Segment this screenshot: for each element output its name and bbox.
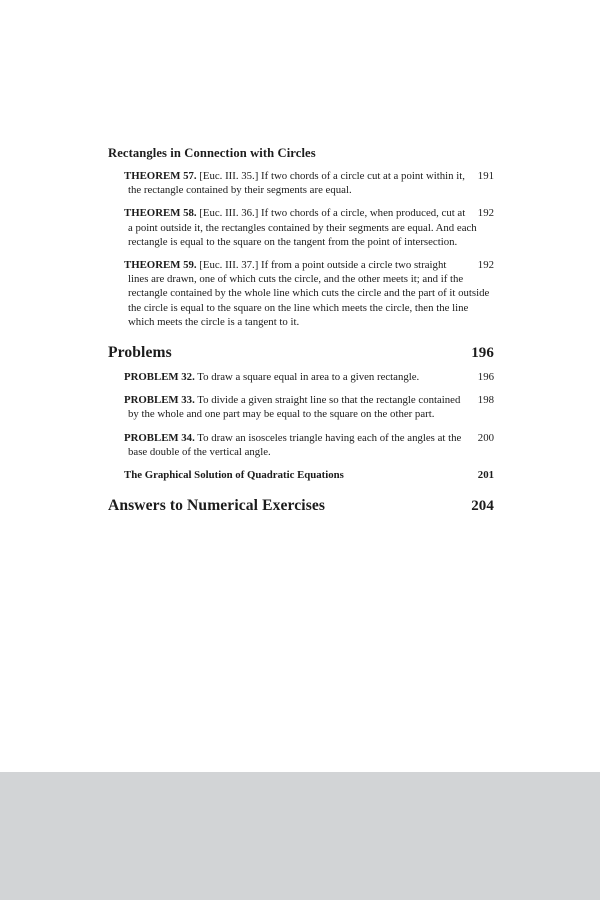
entry-text: To divide a given straight line so that the rectangle contained by the whole and one part may be equal to the square on the other part. — [128, 394, 461, 421]
entry-page-number: 198 — [477, 394, 494, 407]
section-page-number: 196 — [471, 345, 494, 362]
toc-entry[interactable] — [124, 370, 494, 384]
section-heading-problems — [108, 343, 494, 363]
entry-text: [Euc. III. 37.] If from a point outside a circle two straight lines are drawn, one of which cuts the circle, and the other meets it; and if the rectangle contained by the whole line which cuts the circle and the part of it outside the circle is equal to the square on the line which meets the circle, then the line which meets the circle is a tangent to it. — [128, 259, 490, 328]
toc-content — [108, 146, 494, 523]
entry-text: [Euc. III. 35.] If two chords of a circle cut at a point within it, the rectangle contained by their segments are equal. — [128, 170, 465, 197]
entry-label: PROBLEM 34. — [124, 431, 195, 444]
entry-text: The Graphical Solution of Quadratic Equations — [124, 469, 344, 482]
section-title: Rectangles in Connection with Circles — [108, 146, 316, 160]
section-page-number: 204 — [471, 498, 494, 515]
entry-label: THEOREM 57. — [124, 170, 197, 182]
entry-text: To draw a square equal in area to a given rectangle. — [194, 371, 420, 384]
entry-label: PROBLEM 32. — [124, 371, 195, 384]
toc-entry[interactable] — [124, 258, 494, 329]
entry-label: THEOREM 59. — [124, 259, 197, 272]
entry-page-number: 191 — [477, 170, 494, 182]
entry-page-number: 200 — [477, 431, 494, 444]
entry-text: To draw an isosceles triangle having each of the angles at the base double of the vertical angle. — [128, 431, 462, 458]
entry-page-number: 192 — [477, 259, 494, 272]
section-title: Answers to Numerical Exercises — [108, 497, 326, 515]
entry-text: [Euc. III. 36.] If two chords of a circle, when produced, cut at a point outside it, the rectangles contained by their segments are equal. And each rectangle is equal to the square on the tangent from the point of intersection. — [128, 207, 477, 248]
entry-label: PROBLEM 33. — [124, 394, 195, 407]
entry-label: THEOREM 58. — [124, 207, 197, 220]
toc-entry[interactable] — [124, 169, 494, 197]
toc-entry[interactable] — [124, 206, 494, 249]
section-title: Problems — [108, 344, 172, 362]
entry-page-number: 201 — [477, 469, 494, 482]
entry-page-number: 192 — [477, 207, 494, 220]
toc-entry[interactable] — [124, 431, 494, 459]
page-shadow-band — [0, 772, 600, 900]
section-heading-rectangles-in-connection-with-circles — [108, 146, 494, 161]
toc-entry[interactable] — [124, 468, 494, 482]
section-heading-answers-to-numerical-exercises — [108, 496, 494, 516]
toc-entry[interactable] — [124, 393, 494, 421]
entry-page-number: 196 — [477, 371, 494, 384]
